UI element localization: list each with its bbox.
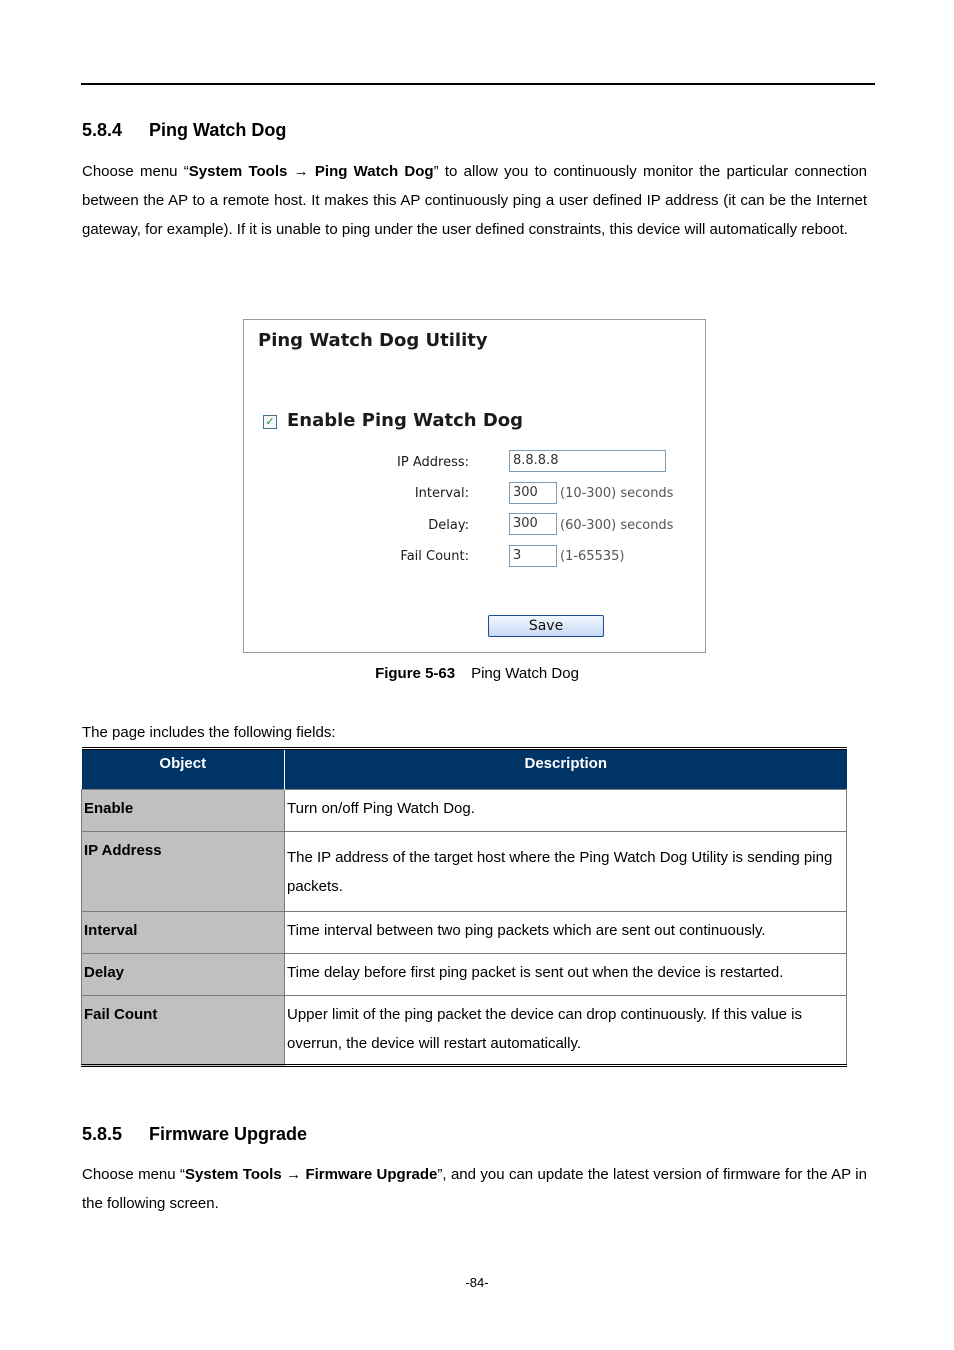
table-row (82, 996, 847, 1066)
fail-count-label: Fail Count: (400, 549, 469, 564)
table-cell-object: IP Address (82, 832, 285, 912)
intro-text: Choose menu “ (82, 163, 189, 180)
table-cell-object: Interval (82, 912, 285, 954)
section-number: 5.8.5 (82, 1124, 123, 1144)
delay-label: Delay: (428, 518, 469, 533)
fields-intro: The page includes the following fields: (82, 724, 336, 741)
table-header-row (82, 749, 847, 790)
section-title: Ping Watch Dog (149, 120, 287, 140)
table-row (82, 912, 847, 954)
enable-checkbox[interactable] (263, 415, 277, 429)
menu-path-system-tools: System Tools (188, 163, 288, 180)
fail-count-range-hint: (1-65535) (560, 549, 625, 564)
table-header-object: Object (82, 749, 285, 790)
menu-arrow: → (281, 1166, 306, 1183)
table-header-description: Description (285, 749, 847, 790)
table-cell-description: Upper limit of the ping packet the device can drop continuously. If this value is overrun, the device will restart automatically. (285, 996, 847, 1066)
menu-path-ping-watch-dog: Ping Watch Dog (314, 163, 434, 180)
page-number: -84- (465, 1275, 489, 1290)
section-heading-ping-watch-dog (82, 120, 286, 141)
figure-number: Figure 5-63 (375, 665, 456, 682)
intro-text-rest: ”, and you can update the latest version of firmware for the AP in the following screen. (82, 1166, 867, 1212)
section-intro-paragraph (82, 157, 867, 244)
table-row (82, 790, 847, 832)
firmware-intro-paragraph (82, 1160, 867, 1218)
ip-address-input[interactable]: 8.8.8.8 (509, 450, 666, 472)
interval-label: Interval: (414, 486, 469, 501)
figure-caption-text: Ping Watch Dog (471, 665, 579, 682)
table-cell-description: The IP address of the target host where the Ping Watch Dog Utility is sending ping packets. (285, 832, 847, 912)
table-cell-object: Fail Count (82, 996, 285, 1066)
ip-address-label: IP Address: (397, 455, 469, 470)
table-cell-description: Turn on/off Ping Watch Dog. (285, 790, 847, 832)
menu-arrow: → (287, 163, 315, 180)
menu-path-firmware-upgrade: Firmware Upgrade (305, 1166, 438, 1183)
figure-caption (0, 665, 954, 682)
delay-range-hint: (60-300) seconds (560, 518, 674, 533)
intro-text-rest: ” to allow you to continuously monitor the particular connection between the AP to a remote host. It makes this AP continuously ping a user defined IP address (it can be the Internet gateway, for example). If it is unable to ping under the user defined constraints, this device will automatically reboot. (82, 163, 868, 238)
table-cell-description: Time delay before first ping packet is sent out when the device is restarted. (285, 954, 847, 996)
table-cell-object: Delay (82, 954, 285, 996)
section-title: Firmware Upgrade (149, 1124, 308, 1144)
interval-input[interactable]: 300 (509, 482, 557, 504)
interval-range-hint: (10-300) seconds (560, 486, 674, 501)
intro-text: Choose menu “ (82, 1166, 186, 1183)
enable-checkbox-label: Enable Ping Watch Dog (287, 410, 524, 431)
ping-watch-dog-screenshot (243, 319, 706, 653)
utility-title: Ping Watch Dog Utility (258, 330, 488, 351)
table-cell-object: Enable (82, 790, 285, 832)
table-cell-description: Time interval between two ping packets which are sent out continuously. (285, 912, 847, 954)
delay-input[interactable]: 300 (509, 513, 557, 535)
header-rule (81, 83, 875, 85)
fail-count-input[interactable]: 3 (509, 545, 557, 567)
table-row (82, 832, 847, 912)
fields-table (81, 747, 847, 1067)
table-row (82, 954, 847, 996)
section-number: 5.8.4 (82, 120, 123, 140)
save-button[interactable]: Save (488, 615, 604, 637)
menu-path-system-tools: System Tools (185, 1166, 282, 1183)
checkmark-icon: ✓ (265, 415, 275, 428)
section-heading-firmware-upgrade (82, 1124, 307, 1145)
